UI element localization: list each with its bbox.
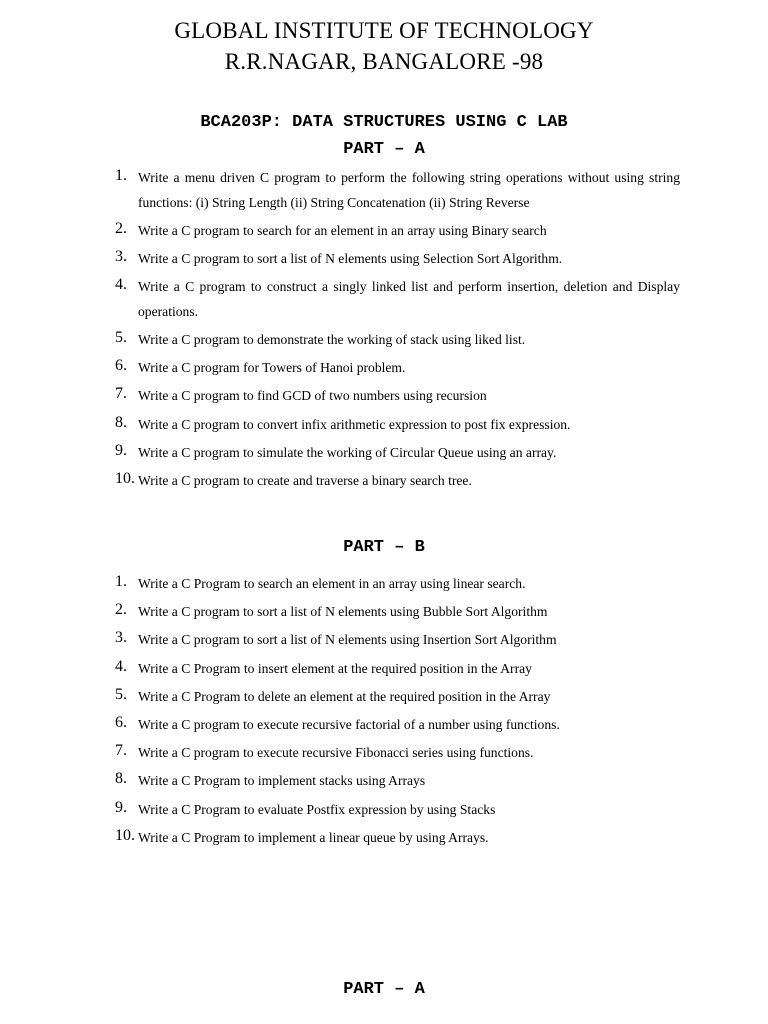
institute-name: GLOBAL INSTITUTE OF TECHNOLOGY <box>174 18 594 43</box>
question-text: Write a C program to simulate the working of Circular Queue using an array. <box>138 445 557 460</box>
part-a-question <box>0 385 768 409</box>
question-text: Write a menu driven C program to perform the following string operations without using string functions: (i) String Length (ii) String Concatenation (ii) String Reverse <box>138 170 680 210</box>
question-number: 7. <box>115 385 127 402</box>
course-title: BCA203P: DATA STRUCTURES USING C LAB <box>200 113 568 132</box>
question-number: 2. <box>115 220 127 237</box>
part-a-question <box>0 329 768 353</box>
question-number: 3. <box>115 248 127 265</box>
question-text: Write a C Program to search an element in an array using linear search. <box>138 576 526 591</box>
question-text: Write a C Program to evaluate Postfix expression by using Stacks <box>138 802 496 817</box>
part-b-question <box>0 629 768 653</box>
part-a-question <box>0 248 768 272</box>
question-number: 10. <box>115 470 135 487</box>
question-number: 5. <box>115 329 127 346</box>
question-text: Write a C program to sort a list of N elements using Insertion Sort Algorithm <box>138 632 557 647</box>
question-text: Write a C program to search for an element in an array using Binary search <box>138 223 547 238</box>
question-number: 9. <box>115 442 127 459</box>
part-b-question <box>0 770 768 794</box>
question-number: 4. <box>115 658 127 675</box>
question-number: 4. <box>115 276 127 293</box>
question-number: 1. <box>115 573 127 590</box>
next-part-a-heading: PART – A <box>343 980 425 999</box>
question-number: 10. <box>115 827 135 844</box>
question-number: 3. <box>115 629 127 646</box>
part-a-heading: PART – A <box>343 140 425 159</box>
question-number: 6. <box>115 357 127 374</box>
question-text: Write a C program to execute recursive Fibonacci series using functions. <box>138 745 534 760</box>
question-number: 6. <box>115 714 127 731</box>
part-b-heading: PART – B <box>343 538 425 557</box>
part-a-question <box>0 276 768 319</box>
institute-address: R.R.NAGAR, BANGALORE -98 <box>224 49 544 74</box>
question-text: Write a C program to sort a list of N elements using Selection Sort Algorithm. <box>138 251 563 266</box>
part-a-question <box>0 470 768 494</box>
question-number: 8. <box>115 414 127 431</box>
part-a-question <box>0 442 768 466</box>
question-number: 2. <box>115 601 127 618</box>
part-b-question <box>0 799 768 823</box>
question-text: Write a C program to construct a singly linked list and perform insertion, deletion and Display operations. <box>138 279 680 319</box>
part-a-question <box>0 357 768 381</box>
question-text: Write a C program for Towers of Hanoi problem. <box>138 360 406 375</box>
part-b-question <box>0 573 768 597</box>
question-text: Write a C program to demonstrate the working of stack using liked list. <box>138 332 526 347</box>
question-number: 8. <box>115 770 127 787</box>
part-a-question <box>0 167 768 210</box>
part-b-question <box>0 601 768 625</box>
part-a-question <box>0 414 768 438</box>
part-b-question <box>0 658 768 682</box>
question-number: 5. <box>115 686 127 703</box>
question-text: Write a C Program to delete an element at the required position in the Array <box>138 689 551 704</box>
part-b-question <box>0 827 768 851</box>
question-text: Write a C program to execute recursive factorial of a number using functions. <box>138 717 560 732</box>
part-b-question <box>0 686 768 710</box>
question-text: Write a C program to find GCD of two numbers using recursion <box>138 388 487 403</box>
part-b-question <box>0 714 768 738</box>
question-text: Write a C program to create and traverse a binary search tree. <box>138 473 472 488</box>
question-number: 1. <box>115 167 127 184</box>
question-text: Write a C Program to implement a linear queue by using Arrays. <box>138 830 489 845</box>
question-text: Write a C program to convert infix arithmetic expression to post fix expression. <box>138 417 571 432</box>
question-number: 9. <box>115 799 127 816</box>
question-text: Write a C Program to insert element at the required position in the Array <box>138 661 532 676</box>
question-text: Write a C program to sort a list of N elements using Bubble Sort Algorithm <box>138 604 548 619</box>
part-a-question <box>0 220 768 244</box>
question-number: 7. <box>115 742 127 759</box>
question-text: Write a C Program to implement stacks using Arrays <box>138 773 426 788</box>
part-b-question <box>0 742 768 766</box>
